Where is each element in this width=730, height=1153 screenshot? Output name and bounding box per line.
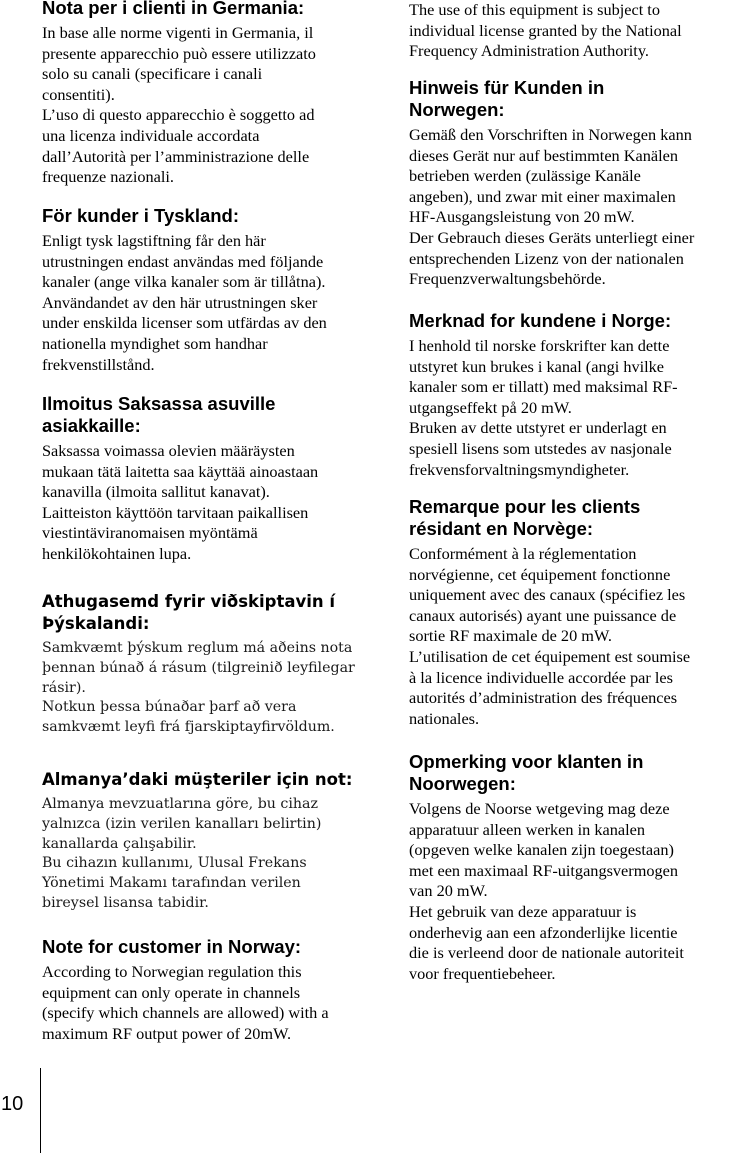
section-body: Gemäß den Vorschriften in Norwegen kann dieses Gerät nur auf bestimmten Kanälen betrieben werden (zulässige Kanäle angeben), und zwar mit einer maximalen HF-Ausgangsleistung von 20 mW. Der Gebrauch dieses Geräts unterliegt einer entsprechenden Lizenz von der nationalen Frequenzverwaltungsbehörde.: [409, 125, 695, 289]
section-body: Volgens de Noorse wetgeving mag deze apparatuur alleen werken in kanalen (opgeven welke kanalen zijn toegestaan) met een maximaal RF-uitgangsvermogen van 20 mW. Het gebruik van deze apparatuur is onderhevig aan een afzonderlijke licentie die is verleend door de nationale autoriteit voor frequentiebeheer.: [409, 799, 684, 983]
section-heading: Hinweis für Kunden in Norwegen:: [409, 77, 605, 120]
section-body: The use of this equipment is subject to individual license granted by the National Frequency Administration Authority.: [409, 0, 682, 61]
notice-germany-italian: [42, 0, 316, 188]
section-body: Samkvæmt þýskum reglum má aðeins nota þennan búnað á rásum (tilgreinið leyfilegar rásir). Notkun þessa búnaðar þarf að vera samkvæmt leyfi frá fjarskiptayfirvöldum.: [42, 640, 355, 736]
page-number: 10: [1, 1093, 24, 1115]
section-body: Saksassa voimassa olevien määräysten mukaan tätä laitetta saa käyttää ainoastaan kanavilla (ilmoita sallitut kanavat). Laitteiston käyttöön tarvitaan paikallisen viestintäviranomaisen myöntämä henkilökohtainen lupa.: [42, 441, 319, 563]
section-heading: Remarque pour les clients résidant en Norvège:: [409, 496, 641, 539]
section-heading: Nota per i clienti in Germania:: [42, 0, 305, 18]
section-body: Conformément à la réglementation norvégienne, cet équipement fonctionne uniquement avec des canaux (spécifiez les canaux autorisés) ayant une puissance de sortie RF maximale de 20 mW. L’utilisation de cet équipement est soumise à la licence individuelle accordée par les autorités d’administration des fréquences nationales.: [409, 544, 691, 728]
section-heading: För kunder i Tyskland:: [42, 205, 240, 226]
notice-norway-french: [409, 496, 690, 729]
notice-norway-german: [409, 77, 694, 290]
page-margin-rule: [40, 1068, 41, 1153]
notice-germany-turkish: [42, 769, 353, 914]
notice-norway-norwegian: [409, 310, 678, 480]
section-heading: Opmerking voor klanten in Noorwegen:: [409, 751, 644, 794]
section-body: Almanya mevzuatlarına göre, bu cihaz yalnızca (izin verilen kanalları belirtin) kanallarda çalışabilir. Bu cihazın kullanımı, Ulusal Frekans Yönetimi Makamı tarafından verilen bireysel lisansa tabidir.: [42, 796, 322, 911]
notice-germany-icelandic: [42, 591, 355, 738]
section-body: I henhold til norske forskrifter kan dette utstyret kun brukes i kanal (angi hvilke kanaler som er tillatt) med maksimal RF- utgangseffekt på 20 mW. Bruken av dette utstyret er underlagt en spesiell lisens som utstedes av nasjonale frekvensforvaltningsmyndigheter.: [409, 336, 678, 479]
section-heading: Almanya’daki müşteriler için not:: [42, 770, 353, 789]
notice-norway-english: [42, 936, 329, 1044]
section-body: According to Norwegian regulation this equipment can only operate in channels (specify which channels are allowed) with a maximum RF output power of 20mW.: [42, 962, 329, 1043]
notice-norway-english-continued: [409, 0, 682, 62]
notice-germany-swedish: [42, 205, 327, 375]
section-heading: Note for customer in Norway:: [42, 936, 302, 957]
notice-norway-dutch: [409, 751, 684, 984]
section-heading: Athugasemd fyrir viðskiptavin í Þýskalandi:: [42, 592, 336, 633]
section-heading: Merknad for kundene i Norge:: [409, 310, 672, 331]
section-heading: Ilmoitus Saksassa asuville asiakkaille:: [42, 393, 276, 436]
section-body: Enligt tysk lagstiftning får den här utrustningen endast användas med följande kanaler (ange vilka kanaler som är tillåtna). Användandet av den här utrustningen sker under enskilda licenser som utfärdas av den nationella myndighet som handhar frekvenstillstånd.: [42, 231, 327, 374]
section-body: In base alle norme vigenti in Germania, il presente apparecchio può essere utilizzato solo su canali (specificare i canali consentiti). L’uso di questo apparecchio è soggetto ad una licenza individuale accordata dall’Autorità per l’amministrazione delle frequenze nazionali.: [42, 23, 316, 187]
notice-germany-finnish: [42, 393, 318, 565]
